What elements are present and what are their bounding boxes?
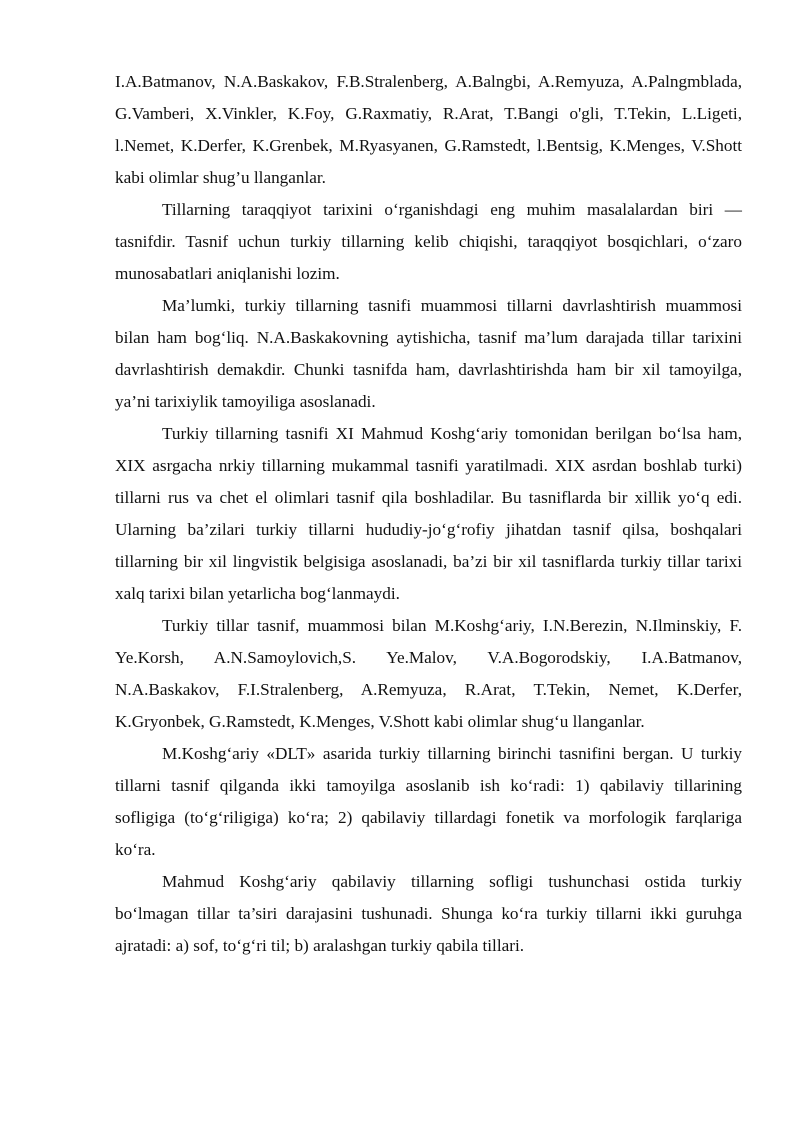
paragraph-koshgariy-dlt: M.Koshg‘ariy «DLT» asarida turkiy tillarning birinchi tasnifini bergan. U turkiy tillarni tasnif qilganda ikki tamoyilga asoslanib ish ko‘radi: 1) qabilaviy tillarining sofligiga (to‘g‘riligiga) ko‘ra; 2) qabilaviy tillardagi fonetik va morfologik farqlariga ko‘ra. — [115, 744, 742, 859]
paragraph-periodization: Ma’lumki, turkiy tillarning tasnifi muammosi tillarni davrlashtirish muammosi bilan ham bog‘liq. N.A.Baskakovning aytishicha, tasnif ma’lum darajada tillar tarixini davrlashtirish demakdir. Chunki tasnifda ham, davrlashtirishda ham bir xil tamoyilga, ya’ni tarixiylik tamoyiliga asoslanadi. — [115, 296, 742, 411]
paragraph-scholars-classification: Turkiy tillar tasnif, muammosi bilan M.Koshg‘ariy, I.N.Berezin, N.Ilminskiy, F. Ye.Korsh, A.N.Samoylovich,S. Ye.Malov, V.A.Bogorodskiy, I.A.Batmanov, N.A.Baskakov, F.I.Stralenberg, A.Remyuza, R.Arat, T.Tekin, Nemet, K.Derfer, K.Gryonbek, G.Ramstedt, K.Menges, V.Shott kabi olimlar shug‘u llanganlar. — [115, 616, 742, 731]
paragraph-scholars-list: I.A.Batmanov, N.A.Baskakov, F.B.Stralenberg, A.Balngbi, A.Remyuza, A.Palngmblada, G.Vamberi, X.Vinkler, K.Foy, G.Raxmatiy, R.Arat, T.Bangi o'gli, T.Tekin, L.Ligeti, l.Nemet, K.Derfer, K.Grenbek, M.Ryasyanen, G.Ramstedt, l.Bentsig, K.Menges, V.Shott kabi olimlar shug’u llanganlar. — [115, 72, 742, 187]
paragraph-classification-intro: Tillarning taraqqiyot tarixini o‘rganishdagi eng muhim masalalardan biri — tasnifdir. Tasnif uchun turkiy tillarning kelib chiqishi, taraqqiyot bosqichlari, o‘zaro munosabatlari aniqlanishi lozim. — [115, 200, 742, 283]
paragraph-classification-history: Turkiy tillarning tasnifi XI Mahmud Koshg‘ariy tomonidan berilgan bo‘lsa ham, XIX asrgacha nrkiy tillarning mukammal tasnifi yaratilmadi. XIX asrdan boshlab turki) tillarni rus va chet el olimlari tasnif qila boshladilar. Bu tasniflarda bir xillik yo‘q edi. Ularning ba’zilari turkiy tillarni hududiy-jo‘g‘rofiy jihatdan tasnif qilsa, boshqalari tillarning bir xil lingvistik belgisiga asoslanadi, ba’zi bir xil tasniflarda turkiy tillar tarixi xalq tarixi bilan yetarlicha bog‘lanmaydi. — [115, 424, 742, 603]
paragraph-koshgariy-purity: Mahmud Koshg‘ariy qabilaviy tillarning sofligi tushunchasi ostida turkiy bo‘lmagan tillar ta’siri darajasini tushunadi. Shunga ko‘ra turkiy tillarni ikki guruhga ajratadi: a) sof, to‘g‘ri til; b) aralashgan turkiy qabila tillari. — [115, 872, 742, 955]
document-page — [115, 66, 742, 962]
